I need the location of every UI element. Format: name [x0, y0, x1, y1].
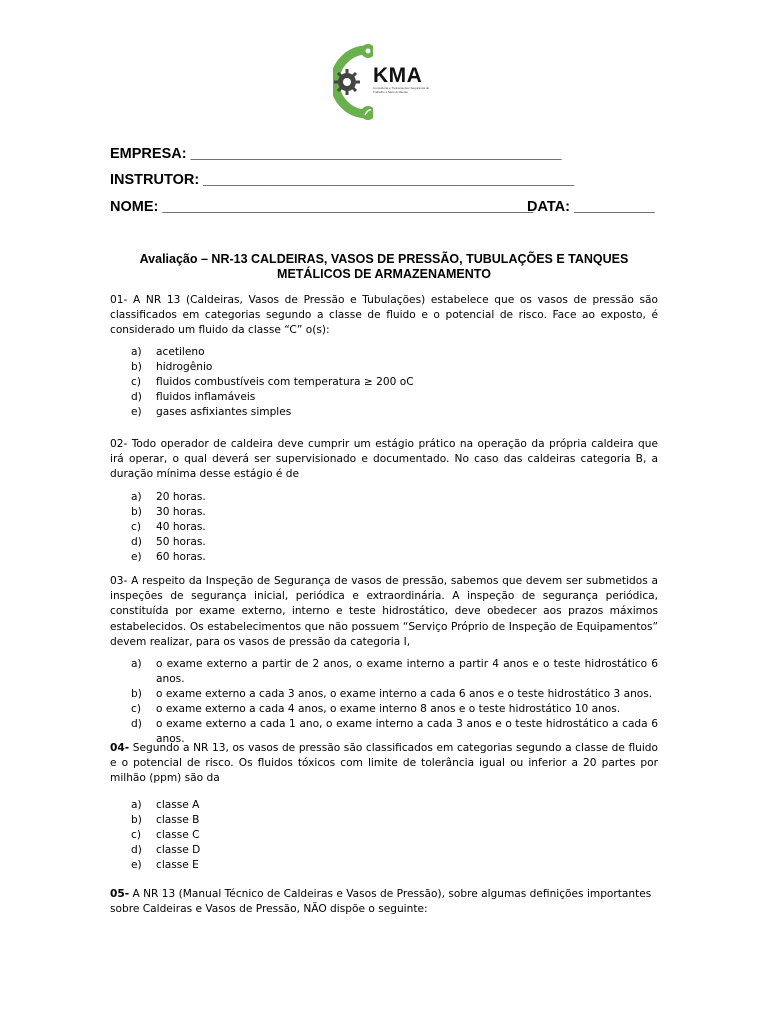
- option-text: 60 horas.: [156, 551, 206, 563]
- option-letter: b): [131, 361, 142, 373]
- option-b[interactable]: [131, 813, 658, 828]
- question-01: [110, 293, 658, 339]
- option-a[interactable]: [131, 345, 658, 360]
- option-letter: d): [131, 718, 142, 730]
- option-e[interactable]: [131, 858, 658, 873]
- option-text: classe A: [156, 799, 200, 811]
- option-b[interactable]: [131, 505, 658, 520]
- company-logo: [333, 42, 433, 122]
- question-number: 01-: [110, 294, 128, 306]
- option-letter: a): [131, 346, 142, 358]
- logo-name: KMA: [373, 64, 423, 87]
- option-letter: c): [131, 376, 141, 388]
- assessment-title: Avaliação – NR-13 CALDEIRAS, VASOS DE PRESSÃO, TUBULAÇÕES E TANQUES METÁLICOS DE ARMAZENAMENTO: [139, 252, 629, 281]
- option-text: 50 horas.: [156, 536, 206, 548]
- question-04-options: [131, 798, 658, 873]
- question-number: 04-: [110, 742, 130, 754]
- option-c[interactable]: [131, 520, 658, 535]
- option-letter: e): [131, 551, 142, 563]
- option-letter: c): [131, 829, 141, 841]
- question-05: [110, 887, 658, 917]
- option-text: classe E: [156, 859, 199, 871]
- empresa-field: EMPRESA: ______________________________________________: [110, 146, 562, 162]
- option-text: classe C: [156, 829, 200, 841]
- option-a[interactable]: [131, 490, 658, 505]
- question-number: 03-: [110, 575, 128, 587]
- option-c[interactable]: [131, 702, 658, 717]
- option-letter: d): [131, 844, 142, 856]
- option-text: fluidos combustíveis com temperatura ≥ 200 oC: [156, 376, 414, 388]
- nome-field: NOME: ______________________________________________: [110, 199, 534, 215]
- option-b[interactable]: [131, 360, 658, 375]
- option-letter: e): [131, 406, 142, 418]
- option-letter: a): [131, 658, 142, 670]
- gear-leaf-logo-icon: [333, 42, 373, 122]
- option-text: gases asfixiantes simples: [156, 406, 292, 418]
- data-field: DATA: __________: [527, 199, 655, 215]
- question-text: A NR 13 (Caldeiras, Vasos de Pressão e Tubulações) estabelece que os vasos de pressão são classificados em categorias segundo a classe de fluido e o potencial de risco. Face ao exposto, é considerado um fluido da classe “C” o(s):: [110, 294, 658, 337]
- option-letter: c): [131, 703, 141, 715]
- option-text: classe B: [156, 814, 200, 826]
- option-letter: c): [131, 521, 141, 533]
- question-02: [110, 437, 658, 483]
- option-d[interactable]: [131, 535, 658, 550]
- option-text: o exame externo a partir de 2 anos, o exame interno a partir 4 anos e o teste hidrostático 6 anos.: [156, 658, 658, 685]
- option-c[interactable]: [131, 375, 658, 390]
- option-d[interactable]: [131, 843, 658, 858]
- option-letter: a): [131, 799, 142, 811]
- option-letter: d): [131, 536, 142, 548]
- option-e[interactable]: [131, 405, 658, 420]
- option-text: o exame externo a cada 4 anos, o exame interno 8 anos e o teste hidrostático 10 anos.: [156, 703, 621, 715]
- option-letter: b): [131, 814, 142, 826]
- option-c[interactable]: [131, 828, 658, 843]
- option-text: 20 horas.: [156, 491, 206, 503]
- option-text: fluidos inflamáveis: [156, 391, 256, 403]
- option-text: o exame externo a cada 3 anos, o exame interno a cada 6 anos e o teste hidrostático 3 anos.: [156, 688, 653, 700]
- question-01-options: [131, 345, 658, 420]
- instrutor-field: INSTRUTOR: ______________________________________________: [110, 172, 575, 188]
- option-b[interactable]: [131, 687, 658, 702]
- option-text: hidrogênio: [156, 361, 213, 373]
- option-letter: b): [131, 506, 142, 518]
- option-a[interactable]: [131, 798, 658, 813]
- logo-tagline: Consultoria e Treinamentos Segurança do Trabalho e Meio Ambiente: [373, 86, 430, 94]
- option-a[interactable]: [131, 657, 658, 687]
- question-text: A respeito da Inspeção de Segurança de vasos de pressão, sabemos que devem ser submetidos a inspeções de segurança inicial, periódica e extraordinária. A inspeção de segurança periódica, constituída por exame externo, interno e teste hidrostático, deve obedecer aos prazos máximos estabelecidos. Os estabelecimentos que não possuem “Serviço Próprio de Inspeção de Equipamentos” devem realizar, para os vasos de pressão da categoria I,: [110, 575, 658, 648]
- option-text: o exame externo a cada 1 ano, o exame interno a cada 3 anos e o teste hidrostático a cada 6 anos.: [156, 718, 658, 745]
- option-d[interactable]: [131, 390, 658, 405]
- option-letter: b): [131, 688, 142, 700]
- option-letter: d): [131, 391, 142, 403]
- question-02-options: [131, 490, 658, 565]
- question-text: A NR 13 (Manual Técnico de Caldeiras e Vasos de Pressão), sobre algumas definições importantes sobre Caldeiras e Vasos de Pressão, NÃO dispõe o seguinte:: [110, 888, 652, 916]
- option-letter: a): [131, 491, 142, 503]
- option-e[interactable]: [131, 550, 658, 565]
- option-text: 40 horas.: [156, 521, 206, 533]
- question-03-options: [131, 657, 658, 747]
- option-text: classe D: [156, 844, 201, 856]
- option-text: 30 horas.: [156, 506, 206, 518]
- question-text: Todo operador de caldeira deve cumprir um estágio prático na operação da própria caldeira que irá operar, o qual deverá ser supervisionado e documentado. No caso das caldeiras categoria B, a duração mínima desse estágio é de: [110, 438, 658, 481]
- option-text: acetileno: [156, 346, 205, 358]
- question-number: 02-: [110, 438, 128, 450]
- question-number: 05-: [110, 888, 130, 900]
- question-text: Segundo a NR 13, os vasos de pressão são classificados em categorias segundo a classe de fluido e o potencial de risco. Os fluidos tóxicos com limite de tolerância igual ou inferior a 20 partes por milhão (ppm) são da: [110, 742, 658, 785]
- question-03: [110, 574, 658, 650]
- question-04: [110, 741, 658, 787]
- option-letter: e): [131, 859, 142, 871]
